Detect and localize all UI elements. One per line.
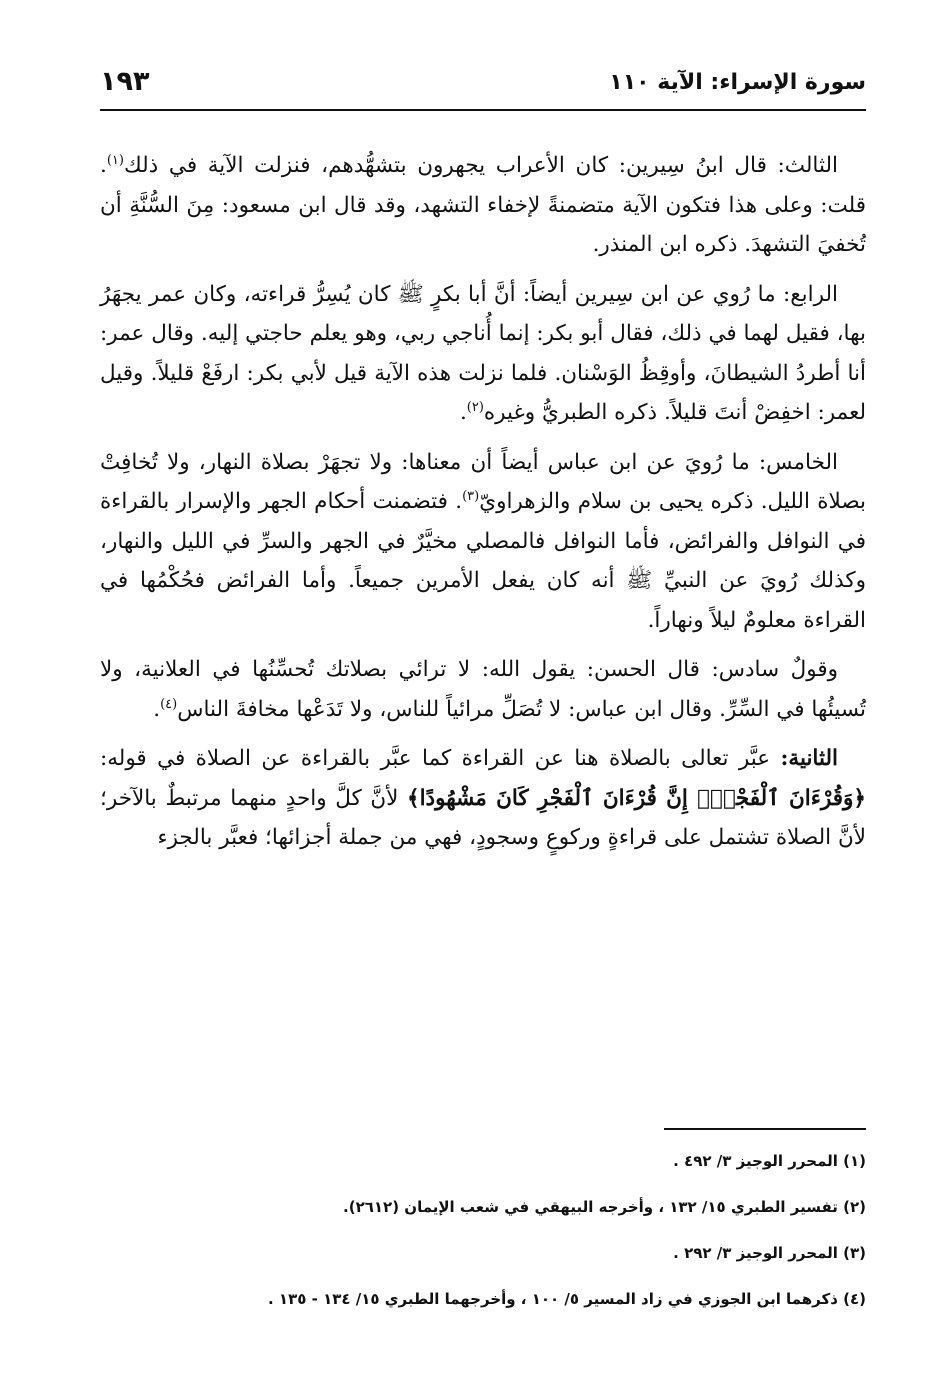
- quran-verse: ﴿وَقُرْءَانَ ٱلْفَجْرِۖ إِنَّ قُرْءَانَ ٱلْفَجْرِ كَانَ مَشْهُودًا﴾: [406, 785, 866, 811]
- footnote-3: (٣) المحرر الوجيز ٣/ ٢٩٢ .: [673, 1244, 866, 1262]
- paragraph-second-issue: [100, 739, 866, 858]
- header-rule: [100, 109, 866, 111]
- paragraph-text: وقولٌ سادس: قال الحسن: يقول الله: لا ترائي بصلاتك تُحسِّنُها في العلانية، ولا تُسيئُها في السِّرِّ. وقال ابن عباس: لا تُصَلِّ مرائياً للناس، ولا تَدَعْها مخافةَ الناس: [100, 657, 866, 722]
- footnote-separator: [664, 1128, 866, 1130]
- paragraph-text: .: [459, 400, 467, 425]
- paragraph-text: عبَّر تعالى بالصلاة هنا عن القراءة كما عبَّر بالقراءة عن الصلاة في قوله:: [100, 746, 781, 771]
- footnote-ref-4[interactable]: (٤): [160, 696, 178, 712]
- main-text: [100, 146, 866, 858]
- paragraph-sixth-opinion: [100, 650, 866, 729]
- paragraph-fifth-opinion: [100, 443, 866, 641]
- paragraph-text: الرابع: ما رُوي عن ابن سِيرين أيضاً: أنَّ أبا بكرٍ ﷺ كان يُسِرُّ قراءته، وكان عمر يجهَرُ بها، فقيل لهما في ذلك، فقال أبو بكر: إنما أُناجي ربي، وهو يعلم حاجتي إليه. وقال عمر: أنا أطردُ الشيطانَ، وأوقِظُ الوَسْنان. فلما نزلت هذه الآية قيل لأبي بكر: ارفَعْ قليلاً. وقيل لعمر: اخفِضْ أنتَ قليلاً. ذكره الطبريُّ وغيره: [100, 281, 866, 425]
- paragraph-text: . فتضمنت أحكام الجهر والإسرار بالقراءة في النوافل والفرائض، فأما النوافل فالمصلي مخيَّرٌ في الجهر والسرِّ في الليل والنهار، وكذلك رُويَ عن النبيِّ ﷺ أنه كان يفعل الأمرين جميعاً. وأما الفرائض فحُكْمُها في القراءة معلومٌ ليلاً ونهاراً.: [100, 489, 866, 633]
- paragraph-text: الخامس: ما رُويَ عن ابن عباس أيضاً أن معناها: ولا تجهَرْ بصلاة النهار، ولا تُخافِتْ بصلاة الليل. ذكره يحيى بن سلام والزهراويّ: [100, 449, 866, 514]
- running-title: سورة الإسراء: الآية ١١٠: [609, 70, 866, 95]
- paragraph-text: الثالث: قال ابنُ سِيرين: كان الأعراب يجهرون بتشهُّدهم، فنزلت الآية في ذلك: [123, 153, 838, 178]
- footnote-ref-2[interactable]: (٢): [466, 399, 484, 415]
- paragraph-text: لأنَّ كلَّ واحدٍ منهما مرتبطٌ بالآخر؛ لأنَّ الصلاة تشتمل على قراءةٍ وركوعٍ وسجودٍ، فهي من جملة أجزائها؛ فعبَّر بالجزء: [100, 785, 866, 850]
- paragraph-text: .: [153, 696, 161, 722]
- footnote-1: (١) المحرر الوجيز ٣/ ٤٩٢ .: [673, 1152, 866, 1170]
- footnote-2: (٢) تفسير الطبري ١٥/ ١٣٢ ، وأخرجه البيهقي في شعب الإيمان (٢٦١٢).: [343, 1198, 866, 1216]
- paragraph-text: . قلت: وعلى هذا فتكون الآية متضمنةً لإخفاء التشهد، وقد قال ابن مسعود: مِنَ السُّنَّةِ أن تُخفيَ التشهدَ. ذكره ابن المنذر.: [100, 153, 866, 257]
- paragraph-fourth-opinion: [100, 275, 866, 433]
- page-number: ١٩٣: [100, 66, 150, 97]
- footnote-ref-3[interactable]: (٣): [462, 488, 480, 504]
- paragraph-third-opinion: [100, 146, 866, 265]
- section-label: الثانية:: [780, 746, 838, 771]
- page-header: [100, 66, 866, 106]
- footnotes: [100, 1150, 866, 1334]
- footnote-4: (٤) ذكرهما ابن الجوزي في زاد المسير ٥/ ١٠٠ ، وأخرجهما الطبري ١٥/ ١٣٤ - ١٣٥ .: [268, 1290, 866, 1308]
- footnote-ref-1[interactable]: (١): [106, 152, 124, 168]
